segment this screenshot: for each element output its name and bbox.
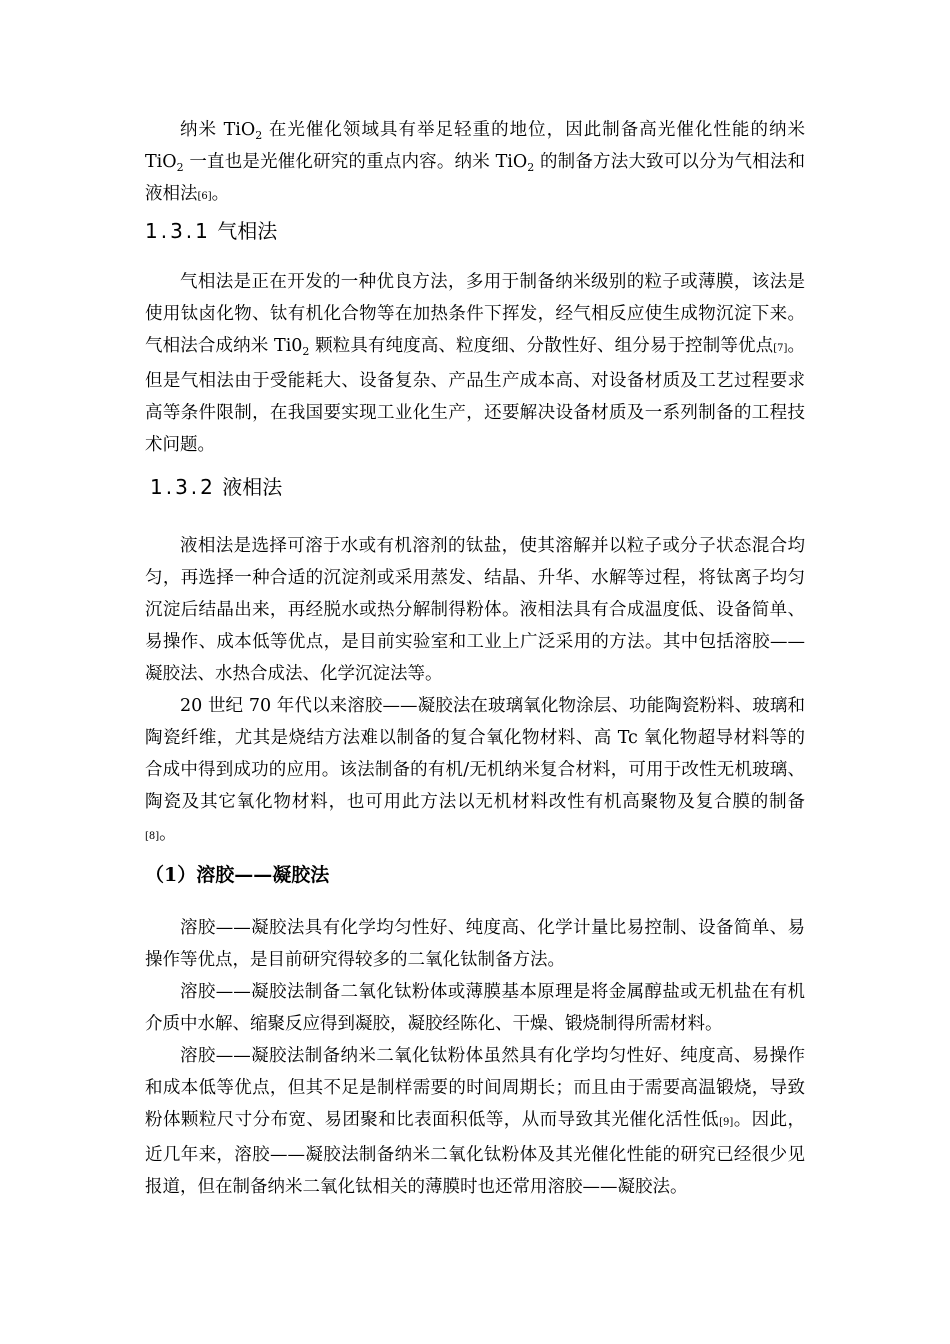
subscript: 2	[255, 129, 263, 142]
intro-text-1: 纳米 TiO	[180, 120, 256, 140]
subscript: 2	[527, 161, 535, 174]
subsection-heading-sol-gel: （1）溶胶——凝胶法	[145, 864, 330, 886]
sol-gel-drawbacks-paragraph	[145, 1040, 805, 1203]
paragraph-text: 颗粒具有纯度高、粒度细、分散性好、组分易于控制等优点	[309, 336, 774, 356]
liquid-phase-paragraph: 液相法是选择可溶于水或有机溶剂的钛盐，使其溶解并以粒子或分子状态混合均匀，再选择一种合适的沉淀剂或采用蒸发、结晶、升华、水解等过程，将钛离子均匀沉淀后结晶出来，再经脱水或热分解制得粉体。液相法具有合成温度低、设备简单、易操作、成本低等优点，是目前实验室和工业上广泛采用的方法。其中包括溶胶——凝胶法、水热合成法、化学沉淀法等。	[145, 536, 805, 684]
intro-text-5: 。	[211, 184, 230, 204]
citation-ref: [7]	[773, 343, 788, 354]
paragraph-text: 。但是气相法由于受能耗大、设备复杂、产品生产成本高、对设备材质及工艺过程要求高等条件限制，在我国要实现工业化生产，还要解决设备材质及一系列制备的工程技术问题。	[145, 336, 806, 455]
gas-phase-paragraph	[145, 266, 805, 461]
section-heading-1-3-1	[145, 216, 277, 246]
paragraph-text: 。因此，近几年来，溶胶——凝胶法制备纳米二氧化钛粉体及其光催化性能的研究已经很少见报道，但在制备纳米二氧化钛相关的薄膜时也还常用溶胶——凝胶法。	[145, 1110, 806, 1197]
subscript: 2	[302, 345, 310, 358]
paragraph-text: 溶胶——凝胶法制备纳米二氧化钛粉体虽然具有化学均匀性好、纯度高、易操作和成本低等优点，但其不足是制样需要的时间周期长；而且由于需要高温锻烧，导致粉体颗粒尺寸分布宽、易团聚和比表面积低等，从而导致其光催化活性低	[145, 1046, 805, 1130]
intro-text-4: 的制备方法大致可以分为气相法和液相法	[145, 152, 806, 204]
section-number: 1.3.1	[145, 219, 211, 243]
citation-ref: [9]	[719, 1117, 734, 1128]
sol-gel-advantages-paragraph: 溶胶——凝胶法具有化学均匀性好、纯度高、化学计量比易控制、设备简单、易操作等优点，是目前研究得较多的二氧化钛制备方法。	[145, 918, 805, 970]
section-number: 1.3.2	[150, 475, 216, 499]
section-title: 液相法	[222, 475, 283, 499]
sol-gel-principle-paragraph: 溶胶——凝胶法制备二氧化钛粉体或薄膜基本原理是将金属醇盐或无机盐在有机介质中水解、缩聚反应得到凝胶，凝胶经陈化、干燥、锻烧制得所需材料。	[145, 982, 805, 1034]
section-title: 气相法	[217, 219, 278, 243]
intro-text-3: 一直也是光催化研究的重点内容。纳米 TiO	[183, 152, 528, 172]
citation-ref: [6]	[197, 191, 212, 202]
citation-ref: [8]	[145, 831, 160, 842]
section-heading-1-3-2	[150, 472, 282, 502]
subscript: 2	[176, 161, 184, 174]
paragraph-text: 气相法是正在开发的一种优良方法，多用于制备纳米级别的粒子或薄膜，该法是使用钛卤化物、钛有机化合物等在加热条件下挥发，经气相反应使生成物沉淀下来。气相法合成纳米 Ti0	[145, 272, 805, 356]
intro-text-2: 在光催化领域具有举足轻重的地位，因此制备高光催化性能的纳米 TiO	[145, 120, 805, 172]
paragraph-text: 20 世纪 70 年代以来溶胶——凝胶法在玻璃氧化物涂层、功能陶瓷粉料、玻璃和陶瓷纤维，尤其是烧结方法难以制备的复合氧化物材料、高 Tc 氧化物超导材料等的合成中得到成功的应用。该法制备的有机/无机纳米复合材料，可用于改性无机玻璃、陶瓷及其它氧化物材料，也可用此方法以无机材料改性有机高聚物及复合膜的制备	[145, 696, 805, 812]
sol-gel-history-paragraph	[145, 690, 805, 853]
intro-paragraph	[145, 114, 805, 213]
paragraph-text: 。	[159, 824, 177, 844]
